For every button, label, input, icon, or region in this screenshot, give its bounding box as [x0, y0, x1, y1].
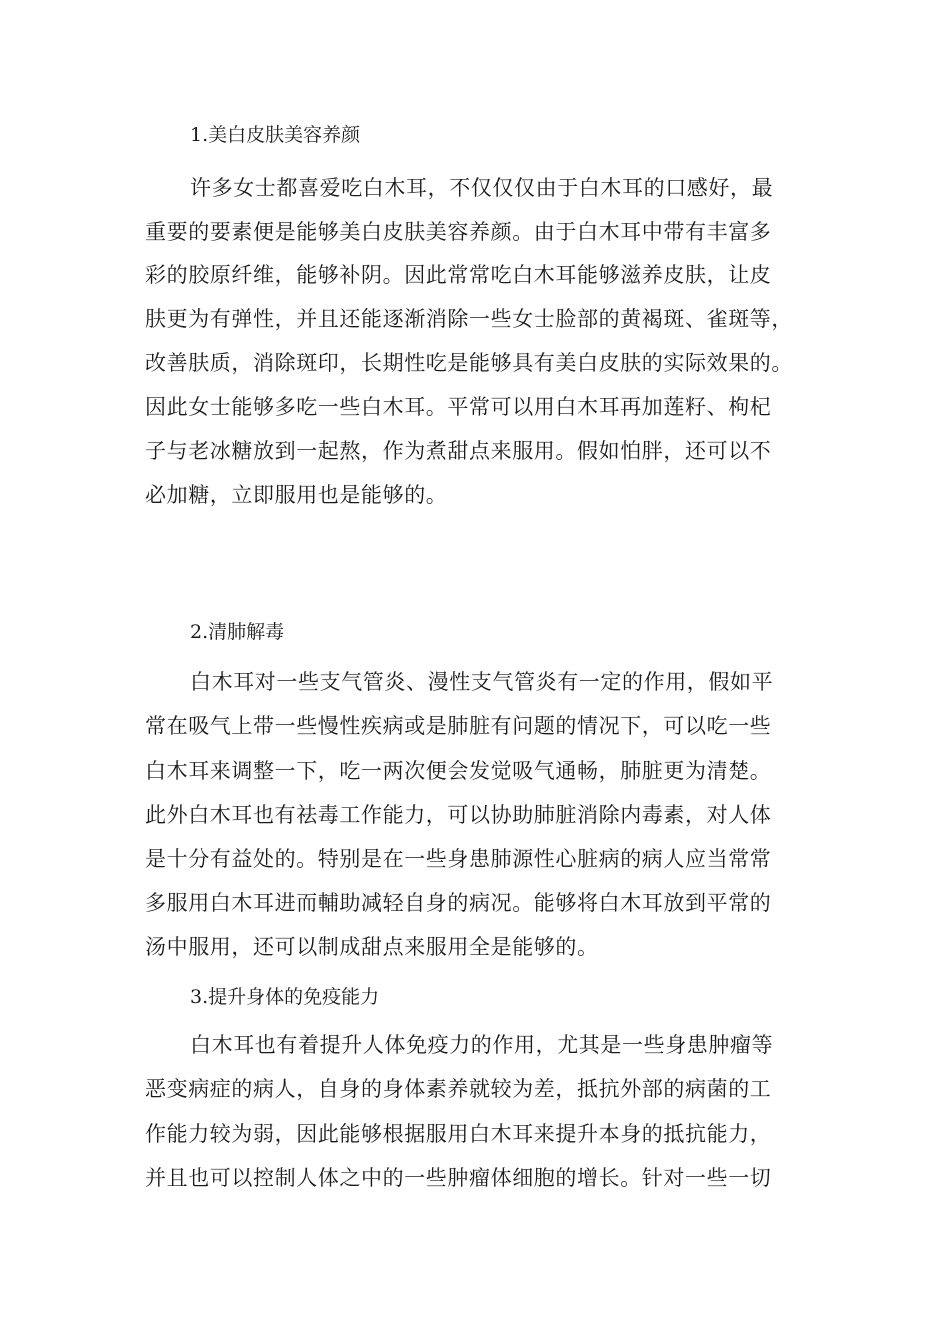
paragraph-line: 许多女士都喜爱吃白木耳，不仅仅仅由于白木耳的口感好，最	[190, 176, 774, 200]
paragraph-line: 子与老冰糖放到一起熬，作为煮甜点来服用。假如怕胖，还可以不	[145, 439, 772, 463]
paragraph-line: 白木耳也有着提升人体免疫力的作用，尤其是一些身患肿瘤等	[190, 1033, 774, 1057]
paragraph-line: 肤更为有弹性，并且还能逐渐消除一些女士脸部的黄褐斑、雀斑等，	[145, 307, 793, 331]
paragraph-line: 常在吸气上带一些慢性疾病或是肺脏有问题的情况下，可以吃一些	[145, 714, 772, 738]
paragraph-line: 重要的要素便是能够美白皮肤美容养颜。由于白木耳中带有丰富多	[145, 220, 772, 244]
paragraph-line: 白木耳对一些支气管炎、漫性支气管炎有一定的作用，假如平	[190, 670, 774, 694]
paragraph-line: 彩的胶原纤维，能够补阴。因此常常吃白木耳能够滋养皮肤，让皮	[145, 263, 772, 287]
section-heading-3: 3.提升身体的免疫能力	[190, 986, 380, 1008]
paragraph-line: 必加糖，立即服用也是能够的。	[145, 483, 448, 507]
paragraph-line: 汤中服用，还可以制成甜点来服用全是能够的。	[145, 935, 599, 959]
paragraph-line: 恶变病症的病人，自身的身体素养就较为差，抵抗外部的病菌的工	[145, 1077, 772, 1101]
paragraph-line: 因此女士能够多吃一些白木耳。平常可以用白木耳再加莲籽、枸杞	[145, 395, 772, 419]
paragraph-line: 改善肤质，消除斑印，长期性吃是能够具有美白皮肤的实际效果的。	[145, 351, 793, 375]
paragraph-line: 并且也可以控制人体之中的一些肿瘤体细胞的增长。针对一些一切	[145, 1166, 772, 1190]
paragraph-line: 白木耳来调整一下，吃一两次便会发觉吸气通畅，肺脏更为清楚。	[145, 759, 772, 783]
section-heading-1: 1.美白皮肤美容养颜	[190, 124, 361, 146]
paragraph-line: 此外白木耳也有祛毒工作能力，可以协助肺脏消除内毒素，对人体	[145, 803, 772, 827]
paragraph-line: 是十分有益处的。特别是在一些身患肺源性心脏病的病人应当常常	[145, 847, 772, 871]
paragraph-line: 作能力较为弱，因此能够根据服用白木耳来提升本身的抵抗能力，	[145, 1122, 772, 1146]
paragraph-line: 多服用白木耳进而輔助减轻自身的病况。能够将白木耳放到平常的	[145, 891, 772, 915]
section-heading-2: 2.清肺解毒	[190, 621, 285, 643]
